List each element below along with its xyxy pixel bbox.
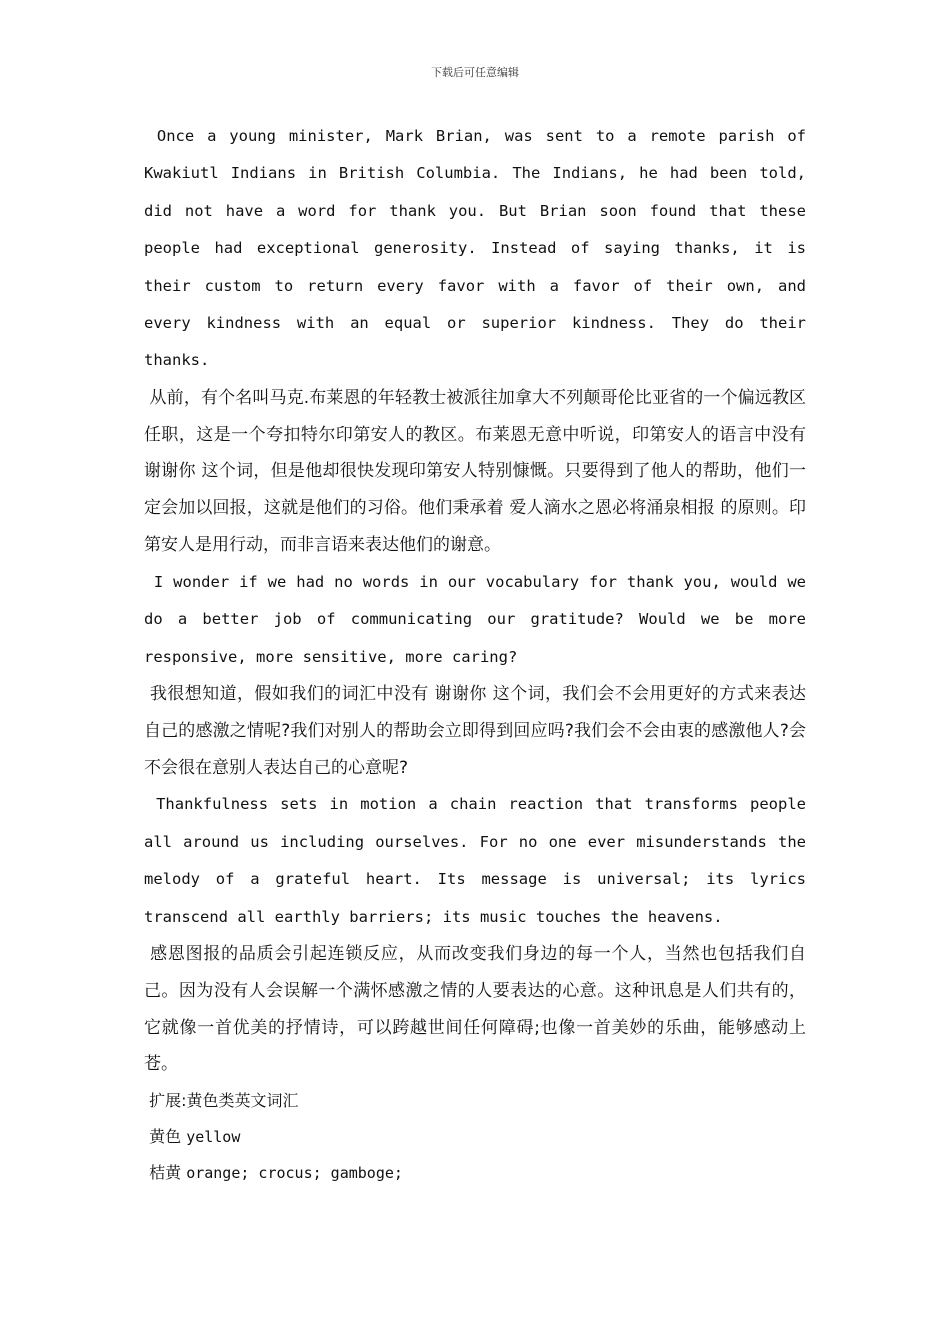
paragraph-en-3: Thankfulness sets in motion a chain reaction that transforms people all around us including ourselves. For no one ever misunderstands the melody of a grateful heart. Its message is universal; its lyrics transcend all earthly barriers; its music touches the heavens. xyxy=(144,795,816,926)
paragraph-zh-3: 感恩图报的品质会引起连锁反应，从而改变我们身边的每一个人，当然也包括我们自己。因为没有人会误解一个满怀感激之情的人要表达的心意。这种讯息是人们共有的，它就像一首优美的抒情诗，可以跨越世间任何障碍;也像一首美妙的乐曲，能够感动上苍。 xyxy=(144,944,807,1075)
paragraph-zh-2: 我很想知道，假如我们的词汇中没有 谢谢你 这个词，我们会不会用更好的方式来表达自己的感激之情呢?我们对别人的帮助会立即得到回应吗?我们会不会由衷的感激他人?会不会很在意别人表达自己的心意呢? xyxy=(144,684,807,778)
paragraph-zh-1: 从前，有个名叫马克.布莱恩的年轻教士被派往加拿大不列颠哥伦比亚省的一个偏远教区任职，这是一个夸扣特尔印第安人的教区。布莱恩无意中听说，印第安人的语言中没有 谢谢你 这个词，但是他却很快发现印第安人特别慷慨。只要得到了他人的帮助，他们一定会加以回报，这就是他们的习俗。他们秉承着 爱人滴水之恩必将涌泉相报 的原则。印第安人是用行动，而非言语来表达他们的谢意。 xyxy=(144,387,812,556)
extension-item-en: yellow xyxy=(186,1127,241,1146)
extension-item-cn: 桔黄 xyxy=(144,1163,187,1183)
extension-item xyxy=(144,1155,806,1192)
extension-item xyxy=(144,1119,806,1156)
extension-title: 扩展:黄色类英文词汇 xyxy=(144,1091,299,1111)
page-header: 下载后可任意编辑 xyxy=(431,66,519,79)
extension-item-en: orange; crocus; gamboge; xyxy=(186,1164,403,1183)
paragraph-en-2: I wonder if we had no words in our vocabulary for thank you, would we do a better job of communicating our gratitude? Would we be more responsive, more sensitive, more caring? xyxy=(144,572,816,666)
paragraph-en-1: Once a young minister, Mark Brian, was sent to a remote parish of Kwakiutl Indians in British Columbia. The Indians, he had been told, did not have a word for thank you. But Brian soon found that these people had exceptional generosity. Instead of saying thanks, it is their custom to return every favor with a favor of their own, and every kindness with an equal or superior kindness. They do their thanks. xyxy=(144,127,816,370)
document-body xyxy=(144,118,816,1192)
extension-item-cn: 黄色 xyxy=(144,1126,187,1146)
